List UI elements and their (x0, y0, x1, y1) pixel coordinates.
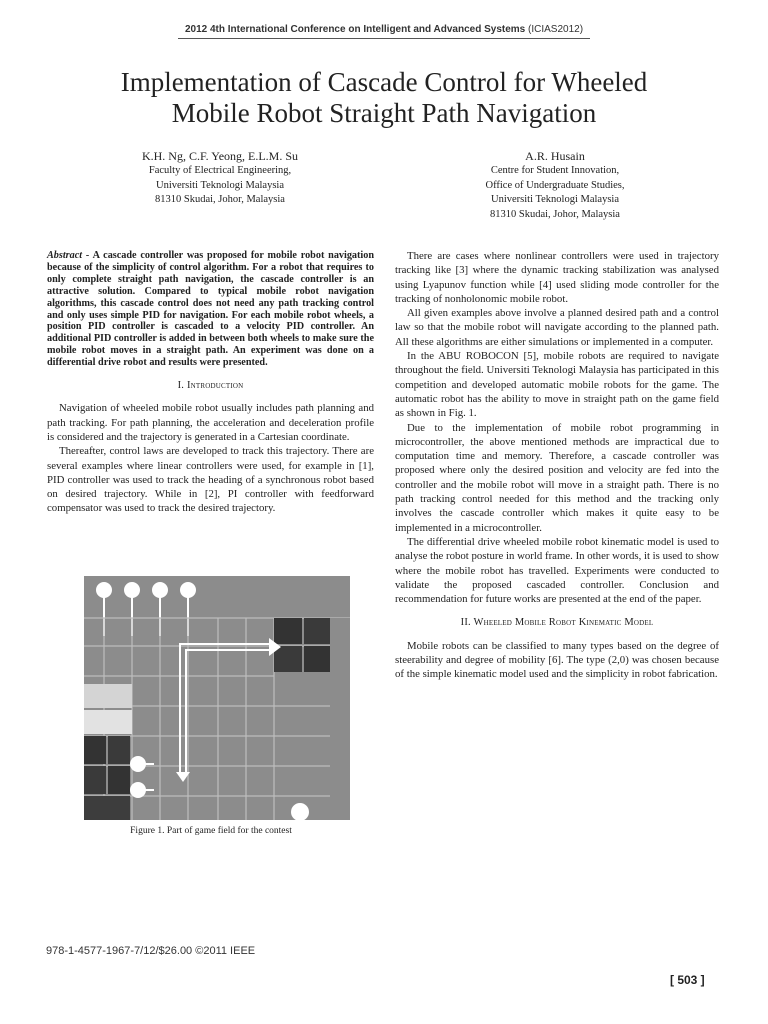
author-affiliation-line: Universiti Teknologi Malaysia (491, 194, 619, 205)
author-affiliation-line: Universiti Teknologi Malaysia (156, 179, 284, 191)
abstract-label: Abstract - (47, 250, 90, 261)
abstract-text: A cascade controller was proposed for mobile robot navigation because of the simplicity of control algorithm. For a robot that requires to only complete straight path navigation, the cascade controller is an attractive solution. Compared to typical mobile robot navigation algorithms, this cascade control does not need any path tracking control and only uses simple PID for navigation. For each mobile robot wheels, a position PID controller is cascaded to a velocity PID controller. An additional PID controller is added in between both wheels to make sure the mobile robot moves in a straight path. An experiment was done on a differential drive robot and results were presented. (47, 250, 375, 369)
figure-game-field (84, 576, 350, 820)
left-column (47, 250, 374, 516)
author-block-2 (440, 148, 670, 222)
body-paragraph: In the ABU ROBOCON [5], mobile robots are required to navigate throughout the field. Universiti Teknologi Malaysia has participated in this competition and developed automatic mobile robots for the game. The automatic robot has the ability to move in straight path on the game field as shown in Fig. 1. (395, 350, 719, 420)
author-affiliation-line: 81310 Skudai, Johor, Malaysia (155, 194, 285, 205)
title-line-2: Mobile Robot Straight Path Navigation (171, 98, 597, 128)
body-paragraph: The differential drive wheeled mobile robot kinematic model is used to analyse the robot posture in world frame. In other words, it is used to show where the mobile robot has travelled. Experiments were conducted to validate the proposed cascaded controller. Conclusion and recommendation for future works are presented at the end of the paper. (395, 535, 719, 606)
body-paragraph: Mobile robots can be classified to many types based on the degree of steerability and degree of mobility [6]. The type (2,0) was chosen because of the simple kinematic model used and the simplicity in robot fabrication. (395, 639, 719, 681)
paper-title (40, 67, 728, 129)
intro-paragraph: Navigation of wheeled mobile robot usually includes path planning and path tracking. For path planning, the acceleration and deceleration profile is considered and the trajectory is generated in a Cartesian coordinate. (47, 402, 374, 443)
page-number: [ 503 ] (670, 973, 705, 987)
section-heading-kinematic-model: II. Wheeled Mobile Robot Kinematic Model (460, 617, 654, 629)
author-affiliation-line: Centre for Student Innovation, (490, 165, 620, 176)
section-heading-introduction: I. Introduction (177, 380, 244, 392)
figure-caption: Figure 1. Part of game field for the contest (130, 826, 292, 836)
body-paragraph: There are cases where nonlinear controllers were used in trajectory tracking like [3] where the dynamic tracking stabilization was analysed using Lyapunov function while [4] used sliding mode controller for the tracking of nonholonomic mobile robot. (395, 250, 719, 305)
author-names: A.R. Husain (525, 149, 585, 163)
title-line-1: Implementation of Cascade Control for Wheeled (120, 67, 648, 97)
intro-paragraph: Thereafter, control laws are developed to track this trajectory. There are several examples where linear controllers were used, for example in [1], PID controller was used to track the heading of a synchronous robot based on desired trajectory. While in [2], PI controller with feedforward compensator was used to track the desired trajectory. (47, 445, 374, 515)
author-affiliation-line: Office of Undergraduate Studies, (485, 179, 625, 191)
body-paragraph: All given examples above involve a planned desired path and a control law so that the mobile robot will navigate according to the planned path. All these algorithms are either simulations or implemented in a computer. (395, 307, 719, 348)
right-column (395, 249, 719, 682)
conference-header (0, 24, 768, 35)
conference-abbr: (ICIAS2012) (528, 24, 584, 35)
game-field-diagram (84, 576, 350, 820)
body-paragraph: Due to the implementation of mobile robot programming in microcontroller, the above mentioned methods are impractical due to computation time and memory. Therefore, a cascade controller was proposed where only the desired position and velocity are fed into the controller and the mobile robot will move in a straight path. There is no path tracking control needed for this method and the tracking only involves the cascade controller which makes it quite easy to be implemented in a microcontroller. (395, 421, 719, 534)
header-rule (178, 38, 590, 39)
author-names: K.H. Ng, C.F. Yeong, E.L.M. Su (141, 149, 299, 163)
copyright-notice: 978-1-4577-1967-7/12/$26.00 ©2011 IEEE (46, 945, 256, 957)
author-block-1 (100, 148, 340, 208)
abstract (47, 250, 374, 369)
author-affiliation-line: 81310 Skudai, Johor, Malaysia (490, 208, 620, 220)
conference-name: 2012 4th International Conference on Intelligent and Advanced Systems (184, 24, 526, 35)
author-affiliation-line: Faculty of Electrical Engineering, (148, 165, 292, 176)
